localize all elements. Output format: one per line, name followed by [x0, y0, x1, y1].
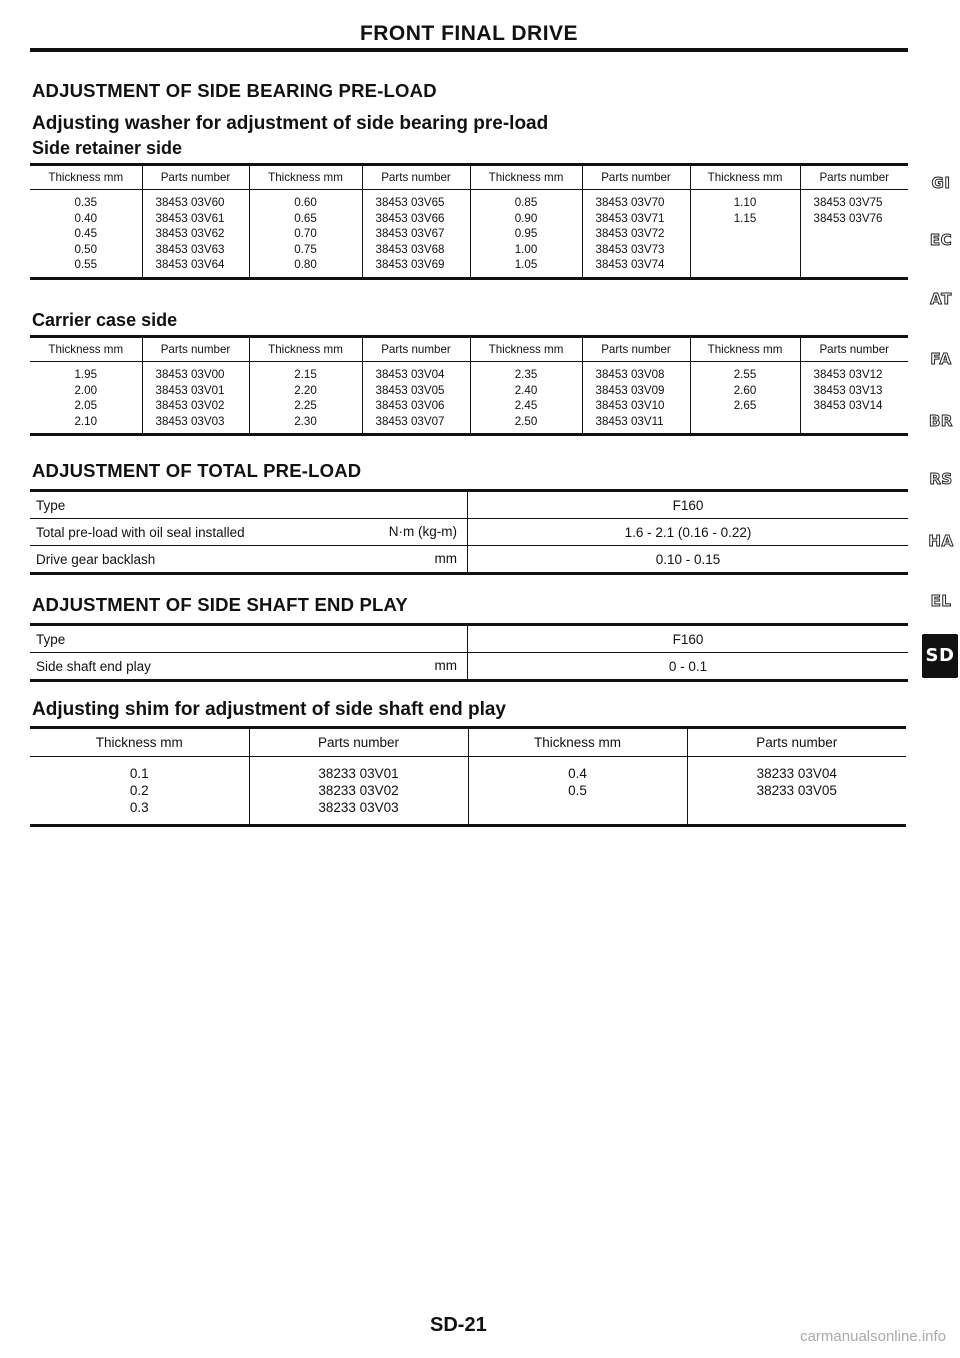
- spec-value: 0 - 0.1: [468, 653, 909, 681]
- thickness-cell: 0.90: [470, 211, 582, 227]
- column-header: Thickness mm: [470, 165, 582, 190]
- thickness-cell: 2.55: [690, 362, 800, 383]
- column-header: Parts number: [362, 337, 470, 362]
- column-header: Thickness mm: [249, 165, 362, 190]
- thickness-cell: 0.4: [468, 757, 687, 783]
- table-row: [30, 362, 908, 383]
- tab-el[interactable]: EL: [930, 592, 952, 610]
- thickness-cell: 1.05: [470, 257, 582, 278]
- column-header: Thickness mm: [30, 337, 142, 362]
- thickness-cell: [690, 257, 800, 278]
- table-row: [30, 211, 908, 227]
- spec-unit: mm: [434, 551, 457, 566]
- thickness-cell: 2.35: [470, 362, 582, 383]
- thickness-cell: 2.20: [249, 383, 362, 399]
- thickness-cell: 1.15: [690, 211, 800, 227]
- parts-number-cell: 38453 03V13: [800, 383, 908, 399]
- parts-number-cell: 38453 03V63: [142, 242, 249, 258]
- thickness-cell: 2.50: [470, 414, 582, 435]
- parts-number-cell: 38453 03V71: [582, 211, 690, 227]
- column-header: Thickness mm: [249, 337, 362, 362]
- thickness-cell: 38233 03V03: [249, 799, 468, 826]
- column-header: Parts number: [800, 165, 908, 190]
- thickness-cell: 0.60: [249, 190, 362, 211]
- thickness-cell: 0.85: [470, 190, 582, 211]
- parts-number-cell: 38453 03V01: [142, 383, 249, 399]
- tab-rs[interactable]: RS: [929, 470, 953, 488]
- carrier-case-table: [30, 335, 908, 436]
- parts-number-cell: 38453 03V02: [142, 398, 249, 414]
- parts-number-cell: 38453 03V75: [800, 190, 908, 211]
- parts-number-cell: 38453 03V68: [362, 242, 470, 258]
- parts-number-cell: 38453 03V08: [582, 362, 690, 383]
- spec-value: 1.6 - 2.1 (0.16 - 0.22): [468, 519, 909, 546]
- spec-label-cell: [30, 653, 468, 681]
- tab-sd-active[interactable]: SD: [922, 634, 958, 678]
- parts-number-cell: 38453 03V74: [582, 257, 690, 278]
- spec-row: [30, 625, 908, 653]
- page-title: FRONT FINAL DRIVE: [359, 22, 579, 45]
- parts-number-cell: [800, 257, 908, 278]
- spec-label-cell: [30, 519, 468, 546]
- column-header: Parts number: [800, 337, 908, 362]
- table-row: [30, 398, 908, 414]
- spec-row: [30, 491, 908, 519]
- watermark: carmanualsonline.info: [800, 1328, 946, 1345]
- table-row: [30, 757, 906, 783]
- parts-number-cell: 38453 03V67: [362, 226, 470, 242]
- thickness-cell: 2.15: [249, 362, 362, 383]
- thickness-cell: 1.95: [74, 368, 98, 382]
- column-header: Parts number: [582, 337, 690, 362]
- column-header: Thickness mm: [690, 337, 800, 362]
- spec-unit: N·m (kg-m): [388, 524, 457, 539]
- total-preload-table: [30, 489, 908, 575]
- column-header: Thickness mm: [690, 165, 800, 190]
- tab-gi[interactable]: GI: [931, 174, 951, 192]
- thickness-cell: 2.25: [249, 398, 362, 414]
- parts-number-cell: [800, 242, 908, 258]
- spec-row: [30, 519, 908, 546]
- thickness-cell: 0.70: [249, 226, 362, 242]
- spec-value: F160: [468, 491, 909, 519]
- side-shaft-end-play-heading: ADJUSTMENT OF SIDE SHAFT END PLAY: [32, 594, 408, 615]
- column-header: Parts number: [582, 165, 690, 190]
- page-header: [30, 20, 908, 50]
- parts-number-cell: 38453 03V72: [582, 226, 690, 242]
- thickness-cell: 0.1: [129, 766, 149, 781]
- parts-number-cell: 38453 03V00: [142, 362, 249, 383]
- parts-number-cell: 38453 03V64: [142, 257, 249, 278]
- table-header-row: [30, 165, 908, 190]
- spec-value: F160: [468, 625, 909, 653]
- parts-number-cell: 38453 03V05: [362, 383, 470, 399]
- parts-number-cell: 38453 03V14: [800, 398, 908, 414]
- parts-number-cell: 38453 03V12: [800, 362, 908, 383]
- thickness-cell: 2.00: [74, 383, 98, 397]
- parts-number-cell: 38453 03V66: [362, 211, 470, 227]
- section-index-tabs: [918, 0, 960, 1358]
- spec-label: Total pre-load with oil seal installed: [36, 524, 245, 540]
- thickness-cell: 38233 03V05: [687, 782, 906, 799]
- spec-label: Type: [36, 497, 66, 513]
- column-header: Parts number: [249, 728, 468, 757]
- side-retainer-side-heading: Side retainer side: [32, 138, 183, 158]
- thickness-cell: 2.10: [30, 414, 142, 435]
- column-header: Thickness mm: [468, 728, 687, 757]
- table-row: [30, 257, 908, 278]
- spec-label-cell: [30, 546, 468, 574]
- table-row: [30, 190, 908, 211]
- column-header: Thickness mm: [30, 728, 249, 757]
- tab-ha[interactable]: HA: [928, 532, 954, 550]
- table-row: [30, 782, 906, 799]
- thickness-cell: 0.3: [30, 799, 249, 826]
- spec-label-cell: [30, 625, 468, 653]
- spec-row: [30, 546, 908, 574]
- spec-label: Type: [36, 631, 66, 647]
- parts-number-cell: [800, 226, 908, 242]
- side-retainer-table: [30, 163, 908, 280]
- thickness-cell: 0.5: [468, 782, 687, 799]
- thickness-cell: 2.45: [470, 398, 582, 414]
- thickness-cell: 2.60: [690, 383, 800, 399]
- spec-label: Side shaft end play: [36, 658, 151, 674]
- parts-number-cell: 38453 03V73: [582, 242, 690, 258]
- parts-number-cell: 38453 03V07: [362, 414, 470, 435]
- thickness-cell: [690, 414, 800, 435]
- thickness-cell: 0.50: [74, 242, 98, 256]
- tab-br[interactable]: BR: [929, 412, 953, 430]
- thickness-cell: 0.35: [74, 196, 98, 210]
- spec-label: Drive gear backlash: [36, 551, 156, 567]
- adjusting-shim-heading: Adjusting shim for adjustment of side shaft end play: [32, 699, 506, 720]
- total-preload-heading: ADJUSTMENT OF TOTAL PRE-LOAD: [32, 460, 362, 481]
- spec-unit: mm: [434, 658, 457, 673]
- thickness-cell: 38233 03V01: [249, 757, 468, 783]
- table-row: [30, 242, 908, 258]
- adjusting-washer-heading: Adjusting washer for adjustment of side bearing pre-load: [32, 113, 549, 134]
- side-bearing-preload-heading: ADJUSTMENT OF SIDE BEARING PRE-LOAD: [32, 80, 437, 101]
- column-header: Thickness mm: [470, 337, 582, 362]
- tab-at[interactable]: AT: [930, 290, 952, 308]
- table-row: [30, 799, 906, 826]
- thickness-cell: 0.75: [249, 242, 362, 258]
- table-header-row: [30, 337, 908, 362]
- side-shaft-end-play-table: [30, 623, 908, 682]
- thickness-cell: 0.80: [249, 257, 362, 278]
- parts-number-cell: 38453 03V04: [362, 362, 470, 383]
- column-header: Parts number: [362, 165, 470, 190]
- parts-number-cell: 38453 03V62: [142, 226, 249, 242]
- table-header-row: [30, 728, 906, 757]
- tab-fa[interactable]: FA: [930, 350, 952, 368]
- column-header: Parts number: [142, 337, 249, 362]
- parts-number-cell: 38453 03V03: [142, 414, 249, 435]
- page-number: SD-21: [430, 1314, 487, 1336]
- thickness-cell: 0.55: [30, 257, 142, 278]
- thickness-cell: 0.45: [74, 227, 98, 241]
- thickness-cell: 38233 03V02: [249, 782, 468, 799]
- tab-ec[interactable]: EC: [929, 231, 953, 249]
- parts-number-cell: 38453 03V76: [800, 211, 908, 227]
- thickness-cell: 2.05: [74, 399, 98, 413]
- parts-number-cell: 38453 03V11: [582, 414, 690, 435]
- thickness-cell: [687, 799, 906, 826]
- parts-number-cell: 38453 03V09: [582, 383, 690, 399]
- table-row: [30, 383, 908, 399]
- thickness-cell: 2.30: [249, 414, 362, 435]
- thickness-cell: 2.40: [470, 383, 582, 399]
- thickness-cell: 38233 03V04: [687, 757, 906, 783]
- table-row: [30, 414, 908, 435]
- spec-label-cell: [30, 491, 468, 519]
- spec-value: 0.10 - 0.15: [468, 546, 909, 574]
- thickness-cell: 0.40: [74, 211, 98, 225]
- thickness-cell: 0.65: [249, 211, 362, 227]
- thickness-cell: [690, 242, 800, 258]
- carrier-case-side-heading: Carrier case side: [32, 310, 178, 330]
- parts-number-cell: 38453 03V10: [582, 398, 690, 414]
- thickness-cell: 1.10: [690, 190, 800, 211]
- thickness-cell: [690, 226, 800, 242]
- parts-number-cell: 38453 03V69: [362, 257, 470, 278]
- spec-row: [30, 653, 908, 681]
- thickness-cell: 1.00: [470, 242, 582, 258]
- parts-number-cell: 38453 03V65: [362, 190, 470, 211]
- thickness-cell: [468, 799, 687, 826]
- thickness-cell: 0.95: [470, 226, 582, 242]
- parts-number-cell: 38453 03V60: [142, 190, 249, 211]
- column-header: Thickness mm: [30, 165, 142, 190]
- parts-number-cell: 38453 03V61: [142, 211, 249, 227]
- adjusting-shim-table: [30, 726, 906, 827]
- column-header: Parts number: [687, 728, 906, 757]
- table-row: [30, 226, 908, 242]
- parts-number-cell: [800, 414, 908, 435]
- column-header: Parts number: [142, 165, 249, 190]
- parts-number-cell: 38453 03V06: [362, 398, 470, 414]
- thickness-cell: 2.65: [690, 398, 800, 414]
- thickness-cell: 0.2: [129, 783, 149, 798]
- parts-number-cell: 38453 03V70: [582, 190, 690, 211]
- header-rule: [30, 48, 908, 52]
